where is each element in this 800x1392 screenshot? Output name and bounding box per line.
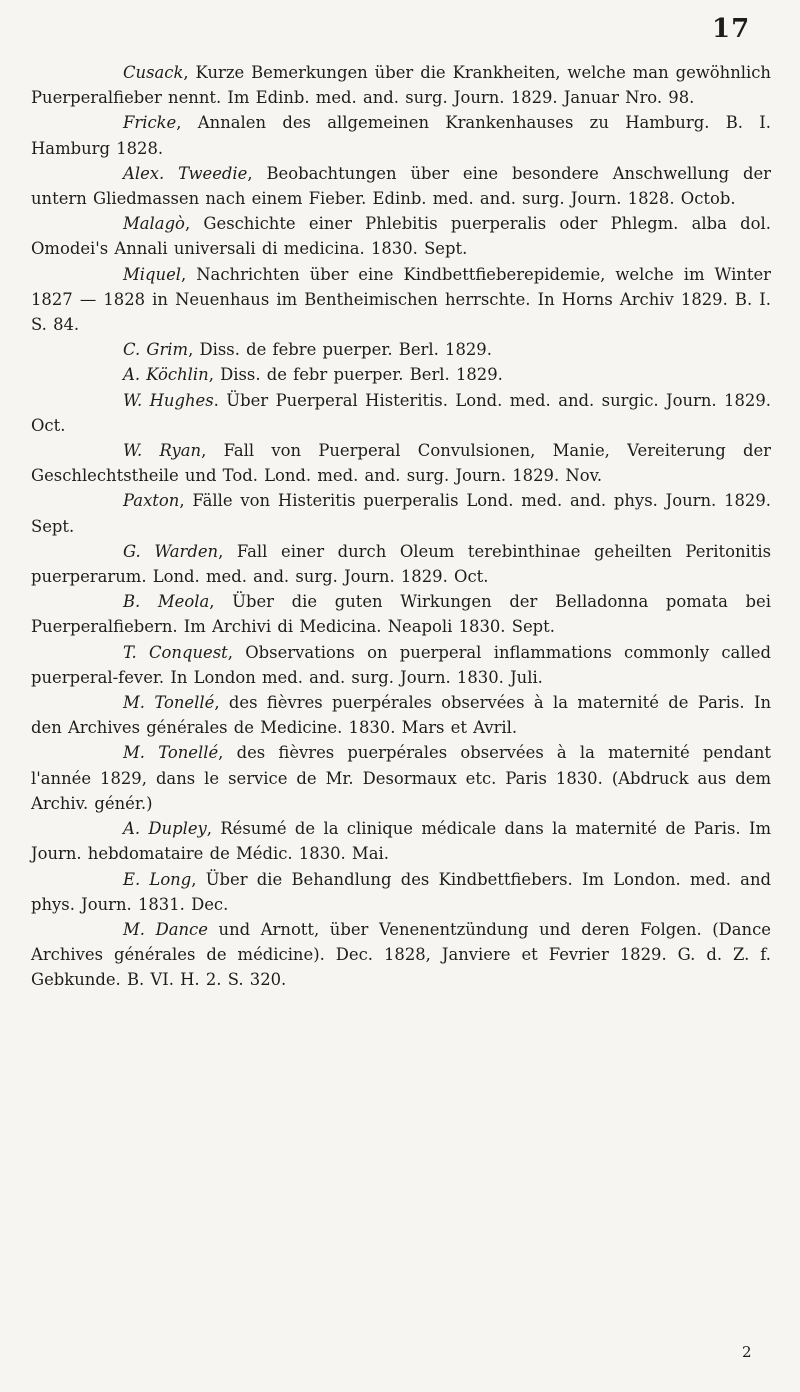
entry-author: Malagò [123, 214, 185, 234]
entry-author: Alex. Tweedie [123, 163, 248, 183]
bibliography-list [31, 60, 771, 993]
entry-text: , des fièvres puerpérales observées à la maternité pendant l'année 1829, dans le service de Mr. Desormaux etc. Paris 1830. (Abdruck aus dem Archiv. génér.) [31, 743, 771, 813]
bibliography-entry [31, 262, 771, 338]
entry-author: M. Dance [123, 919, 208, 939]
entry-text: , Résumé de la clinique médicale dans la maternité de Paris. Im Journ. hebdomataire de Médic. 1830. Mai. [31, 819, 771, 864]
entry-author: G. Warden [123, 541, 219, 561]
signature-mark: 2 [742, 1343, 752, 1361]
entry-text: , Fall einer durch Oleum terebinthinae geheilten Peritonitis puerperarum. Lond. med. and. surg. Journ. 1829. Oct. [31, 541, 771, 587]
entry-author: C. Grim [123, 340, 189, 360]
bibliography-entry [31, 740, 771, 816]
bibliography-entry [31, 539, 771, 589]
entry-text: , Fall von Puerperal Convulsionen, Manie, Vereiterung der Geschlechtstheile und Tod. Lond. med. and. surg. Journ. 1829. Nov. [31, 441, 771, 486]
bibliography-entry [31, 110, 771, 160]
entry-author: T. Conquest [123, 642, 228, 662]
entry-text: , Beobachtungen über eine besondere Anschwellung der untern Gliedmassen nach einem Fieber. Edinb. med. and. surg. Journ. 1828. Octob. [31, 163, 771, 209]
entry-author: A. Köchlin [123, 365, 209, 385]
entry-author: M. Tonellé [123, 743, 219, 763]
entry-text: , Über die Behandlung des Kindbettfiebers. Im London. med. and phys. Journ. 1831. Dec. [31, 869, 771, 914]
entry-text: , Nachrichten über eine Kindbettfieberepidemie, welche im Winter 1827 — 1828 in Neuenhaus im Bentheimischen herrschte. In Horns Archiv 1829. B. I. S. 84. [31, 264, 771, 335]
bibliography-entry [31, 816, 771, 866]
entry-author: Cusack [123, 63, 184, 82]
entry-author: Paxton [123, 491, 180, 511]
entry-text: , Geschichte einer Phlebitis puerperalis oder Phlegm. alba dol. Omodei's Annali universali di medicina. 1830. Sept. [31, 214, 771, 259]
entry-author: B. Meola [123, 592, 210, 612]
entry-author: A. Dupley [123, 819, 207, 839]
bibliography-entry [31, 60, 771, 110]
bibliography-entry [31, 867, 771, 917]
bibliography-entry [31, 211, 771, 261]
entry-author: M. Tonellé [123, 693, 215, 713]
bibliography-entry [31, 640, 771, 690]
bibliography-entry [31, 488, 771, 538]
bibliography-entry [31, 161, 771, 211]
entry-author: Miquel [123, 264, 182, 284]
entry-text: und Arnott, über Venenentzündung und deren Folgen. (Dance Archives générales de médicine). Dec. 1828, Janviere et Fevrier 1829. G. d. Z. f. Gebkunde. B. VI. H. 2. S. 320. [31, 919, 771, 990]
entry-author: W. Ryan [123, 441, 202, 461]
entry-text: , Fälle von Histeritis puerperalis Lond. med. and. phys. Journ. 1829. Sept. [31, 491, 771, 536]
bibliography-entry [31, 917, 771, 993]
entry-author: Fricke [123, 113, 177, 133]
bibliography-entry [31, 337, 771, 362]
entry-text: . Über Puerperal Histeritis. Lond. med. and. surgic. Journ. 1829. Oct. [31, 390, 771, 435]
entry-text: , Kurze Bemerkungen über die Krankheiten, welche man gewöhnlich Puerperalfieber nennt. Im Edinb. med. and. surg. Journ. 1829. Januar Nro. 98. [31, 63, 771, 108]
entry-text: , Observations on puerperal inflammations commonly called puerperal-fever. In London med. and. surg. Journ. 1830. Juli. [31, 642, 771, 687]
entry-author: E. Long [123, 869, 192, 889]
entry-author: W. Hughes [123, 390, 214, 410]
entry-text: , Diss. de febr puerper. Berl. 1829. [208, 365, 503, 385]
entry-text: , des fièvres puerpérales observées à la maternité de Paris. In den Archives générales de Medicine. 1830. Mars et Avril. [31, 693, 771, 738]
entry-text: , Diss. de febre puerper. Berl. 1829. [188, 340, 492, 360]
bibliography-entry [31, 589, 771, 639]
bibliography-entry [31, 690, 771, 740]
page-number: 17 [712, 14, 751, 44]
entry-text: , Annalen des allgemeinen Krankenhauses zu Hamburg. B. I. Hamburg 1828. [31, 113, 771, 158]
entry-text: , Über die guten Wirkungen der Belladonna pomata bei Puerperalfiebern. Im Archivi di Medicina. Neapoli 1830. Sept. [31, 592, 771, 637]
bibliography-entry [31, 438, 771, 488]
bibliography-entry [31, 362, 771, 387]
bibliography-entry [31, 388, 771, 438]
